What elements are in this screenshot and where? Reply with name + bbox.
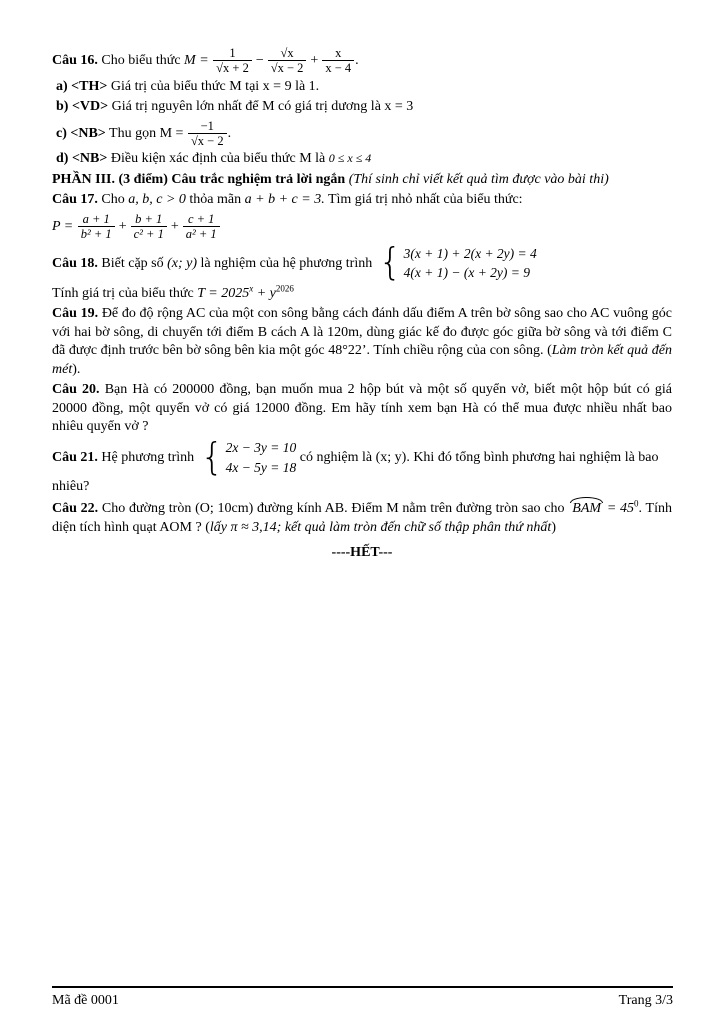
q16-statement xyxy=(52,46,672,76)
q16-item-a-label: a) <TH> xyxy=(56,78,108,94)
q19-body: Để đo độ rộng AC của một con sông bằng cách đánh dấu điểm A trên bờ sông sao cho AC vuông góc với hai bờ sông, di chuyển tới điểm B cách A là 120m, dùng giác kế đo được góc giữa bờ sông và tới điểm C đã được định trước bên bờ sông bên kia một góc 48°22’. Tính chiều rộng của con sông. ( xyxy=(52,306,672,359)
q18-text-1: Biết cặp số xyxy=(101,255,164,271)
q16-intro-text: Cho biểu thức xyxy=(101,53,181,69)
fraction-denominator: √x + 2 xyxy=(213,60,252,75)
fraction-numerator: b + 1 xyxy=(135,211,163,226)
part3-heading xyxy=(52,171,672,189)
q18-expression-tail: + y xyxy=(256,285,276,301)
q18-expression-base: T = 2025 xyxy=(197,285,250,301)
fraction xyxy=(212,46,253,76)
fraction-denominator: b² + 1 xyxy=(78,226,115,241)
angle-BAM xyxy=(570,498,603,518)
q17-math-1: a, b, c > 0 xyxy=(128,192,186,208)
fraction xyxy=(267,46,308,76)
fraction xyxy=(182,212,221,242)
plus-operator: + xyxy=(170,218,179,234)
plus-operator: + xyxy=(118,218,127,234)
plus-operator: + xyxy=(310,53,319,69)
angle-BAM-letters: BAM xyxy=(572,501,602,517)
q20-statement xyxy=(52,381,672,436)
degree-superscript: 0 xyxy=(634,498,639,509)
period: . xyxy=(227,125,232,141)
equation-2: 4x − 5y = 18 xyxy=(225,460,297,476)
q22-close: ) xyxy=(551,519,556,535)
q22-text-2: . Tính diện tích hình quạt AOM ? ( xyxy=(52,501,672,535)
exponent-x: x xyxy=(249,283,254,294)
part3-title: PHẦN III. (3 điểm) Câu trắc nghiệm trả lời ngắn xyxy=(52,171,346,187)
part3-note: (Thí sinh chỉ viết kết quả tìm được vào bài thi) xyxy=(348,171,609,187)
q17-text-1: Cho xyxy=(101,192,125,208)
fraction xyxy=(321,46,355,76)
q17-text-2: thỏa mãn xyxy=(189,192,242,208)
q18-evaluate xyxy=(52,285,672,303)
equation-system xyxy=(200,435,297,480)
q16-item-c xyxy=(52,119,672,149)
fraction-numerator: 1 xyxy=(229,46,236,60)
end-mark-text: ----HẾT--- xyxy=(331,545,393,560)
q22-angle-value: = 45 xyxy=(606,501,635,517)
q16-item-b-label: b) <VD> xyxy=(56,99,109,115)
q18-text-2: là nghiệm của hệ phương trình xyxy=(200,255,373,271)
q16-item-c-text: Thu gọn M = xyxy=(109,125,184,141)
q16-item-a xyxy=(52,78,672,96)
q18-label: Câu 18. xyxy=(52,255,98,271)
q18-pair: (x; y) xyxy=(167,255,198,271)
q18-text-3: Tính giá trị của biểu thức xyxy=(52,285,194,301)
q20-label: Câu 20. xyxy=(52,382,100,398)
end-of-test-mark xyxy=(52,544,672,562)
q17-text-3: Tìm giá trị nhỏ nhất của biểu thức: xyxy=(327,192,523,208)
exponent-2026: 2026 xyxy=(275,283,294,294)
q17-math-2: a + b + c = 3. xyxy=(244,192,325,208)
fraction-denominator: √x − 2 xyxy=(268,60,307,75)
period: . xyxy=(355,53,359,69)
q22-label: Câu 22. xyxy=(52,501,99,517)
fraction-denominator: c² + 1 xyxy=(131,226,167,241)
q16-item-d-label: d) <NB> xyxy=(56,151,108,167)
fraction xyxy=(130,212,168,242)
left-brace: { xyxy=(200,435,224,480)
q16-item-b xyxy=(52,98,672,116)
q17-label: Câu 17. xyxy=(52,192,98,208)
fraction-numerator: √x xyxy=(280,46,294,60)
fraction xyxy=(187,119,228,149)
equation-1: 3(x + 1) + 2(x + 2y) = 4 xyxy=(403,245,537,261)
q17-formula xyxy=(52,212,672,242)
q19-close: ). xyxy=(72,361,81,377)
q16-item-c-label: c) <NB> xyxy=(56,125,106,141)
fraction-numerator: c + 1 xyxy=(187,211,215,226)
q21-label: Câu 21. xyxy=(52,450,98,466)
equations xyxy=(404,244,537,283)
q19-note: Làm tròn kết quả đến mét xyxy=(52,343,673,377)
q16-item-d-condition: 0 ≤ x ≤ 4 xyxy=(328,151,372,166)
fraction-denominator: x − 4 xyxy=(322,60,354,75)
q16-formula-lhs: M = xyxy=(184,53,209,69)
q20-body: Bạn Hà có 200000 đồng, bạn muốn mua 2 hộp bút và một số quyển vở, biết một hộp bút có giá 20000 đồng, một quyển vở có giá 12000 đồng. Em hãy tính xem bạn Hà có thể mua được nhiều nhất bao nhiêu quyển vở ? xyxy=(52,382,672,434)
fraction-denominator: √x − 2 xyxy=(188,133,227,148)
q16-item-d-text: Điều kiện xác định của biểu thức M là xyxy=(110,151,326,167)
equation-1: 2x − 3y = 10 xyxy=(225,440,297,456)
q16-item-a-text: Giá trị của biểu thức M tại x = 9 là 1. xyxy=(110,78,320,94)
equations xyxy=(226,438,297,477)
q19-label: Câu 19. xyxy=(52,306,99,322)
q22-text-1: Cho đường tròn (O; 10cm) đường kính AB. Điểm M nằm trên đường tròn sao cho xyxy=(101,501,565,517)
q16-label: Câu 16. xyxy=(52,53,98,69)
q21-text-1: Hệ phương trình xyxy=(101,450,195,466)
q17-statement xyxy=(52,191,672,209)
q16-item-b-text: Giá trị nguyên lớn nhất để M có giá trị dương là x = 3 xyxy=(111,99,414,115)
fraction-numerator: −1 xyxy=(200,118,214,133)
footer-exam-code: Mã đề 0001 xyxy=(52,992,119,1008)
fraction xyxy=(77,212,116,242)
fraction-numerator: a + 1 xyxy=(82,211,110,226)
q19-statement xyxy=(52,305,672,379)
q21-text-2: có nghiệm là (x; y). Khi đó tổng bình phương hai nghiệm là bao nhiêu? xyxy=(52,450,659,494)
q22-note: lấy π ≈ 3,14; kết quả làm tròn đến chữ số thập phân thứ nhất xyxy=(209,519,552,535)
equation-system xyxy=(378,241,537,285)
q18-statement xyxy=(52,241,672,285)
q21-statement xyxy=(52,435,672,496)
equation-2: 4(x + 1) − (x + 2y) = 9 xyxy=(403,265,531,281)
q22-statement xyxy=(52,498,672,537)
fraction-denominator: a² + 1 xyxy=(183,226,220,241)
fraction-numerator: x xyxy=(335,46,342,60)
minus-operator: − xyxy=(255,53,264,69)
q17-formula-lhs: P = xyxy=(52,218,74,234)
q16-item-d xyxy=(52,150,672,168)
page-footer xyxy=(52,986,673,1010)
footer-page-number: Trang 3/3 xyxy=(618,992,673,1008)
left-brace: { xyxy=(378,241,402,285)
